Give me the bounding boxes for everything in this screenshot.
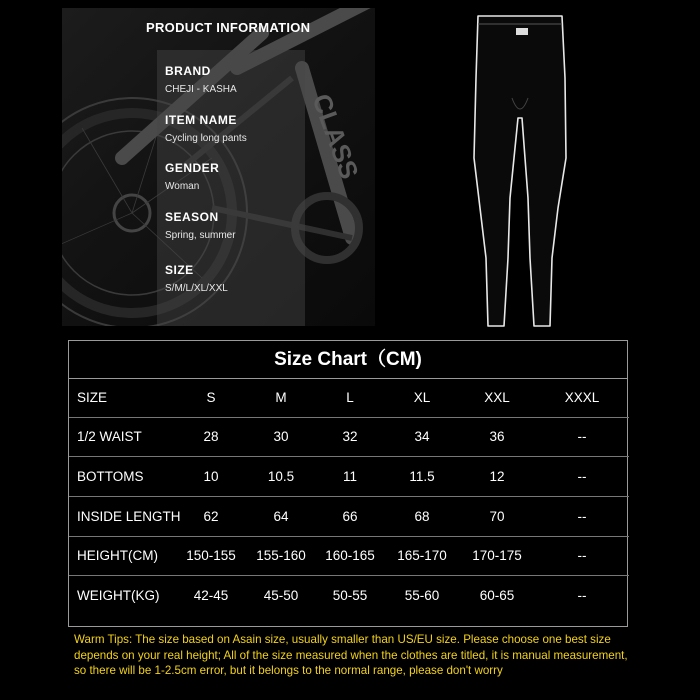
table-cell: 36: [459, 417, 535, 457]
gender-label: GENDER: [165, 161, 220, 175]
table-cell: 32: [315, 417, 385, 457]
table-cell: 150-155: [175, 536, 247, 576]
size-header-label: SIZE: [69, 379, 175, 417]
season-label: SEASON: [165, 210, 219, 224]
size-header-cell: M: [247, 379, 315, 417]
row-label: HEIGHT(CM): [69, 536, 175, 576]
warm-tips-text: Warm Tips: The size based on Asain size, usually smaller than US/EU size. Please choose one best size depends on your real height; All of the size measured when the clothes are titled, it is manual measurement, so there will be 1-2.5cm error, but it belongs to the normal range, please don't worry: [74, 633, 628, 678]
size-header-cell: XL: [385, 379, 459, 417]
size-label: SIZE: [165, 263, 194, 277]
table-cell: 11.5: [385, 457, 459, 497]
product-info-panel: [62, 8, 375, 326]
table-cell: 62: [175, 496, 247, 536]
table-cell: 160-165: [315, 536, 385, 576]
table-cell: 28: [175, 417, 247, 457]
table-cell: 64: [247, 496, 315, 536]
table-cell: 10.5: [247, 457, 315, 497]
bike-frame-lettering: CLASS: [306, 89, 365, 183]
brand-field: [165, 64, 237, 95]
table-row: [69, 457, 629, 497]
row-label: WEIGHT(KG): [77, 588, 160, 604]
table-cell: 155-160: [247, 536, 315, 576]
size-header-cell: L: [315, 379, 385, 417]
item-name-label: ITEM NAME: [165, 113, 237, 127]
size-header-cell: XXXL: [535, 379, 629, 417]
row-label: BOTTOMS: [69, 457, 175, 497]
table-row: [69, 496, 629, 536]
table-cell: 42-45: [193, 588, 229, 604]
table-cell: 55-60: [404, 588, 440, 604]
table-cell: --: [535, 457, 629, 497]
size-value: S/M/L/XL/XXL: [165, 283, 228, 294]
table-cell: 50-55: [332, 588, 368, 604]
table-cell: --: [535, 496, 629, 536]
table-cell: 170-175: [459, 536, 535, 576]
item-name-field: [165, 113, 247, 144]
table-cell: 66: [315, 496, 385, 536]
size-chart-title: Size Chart（CM): [69, 341, 627, 379]
item-name-value: Cycling long pants: [165, 133, 247, 144]
table-cell: --: [535, 417, 629, 457]
table-cell: 12: [459, 457, 535, 497]
gender-field: [165, 161, 219, 192]
table-cell: --: [535, 536, 629, 576]
table-cell: 70: [459, 496, 535, 536]
row-label: INSIDE LENGTH: [69, 496, 175, 536]
table-cell: 60-65: [479, 588, 515, 604]
size-table: [69, 379, 629, 615]
table-row: [69, 576, 629, 616]
size-field: [165, 263, 228, 294]
size-header-row: [69, 379, 629, 417]
row-label: 1/2 WAIST: [69, 417, 175, 457]
table-row: [69, 417, 629, 457]
season-value: Spring, summer: [165, 230, 236, 241]
brand-label: BRAND: [165, 64, 211, 78]
size-chart: [68, 340, 628, 627]
table-cell: 165-170: [385, 536, 459, 576]
table-cell: 34: [385, 417, 459, 457]
gender-value: Woman: [165, 181, 200, 192]
table-cell: 11: [315, 457, 385, 497]
table-cell: 68: [385, 496, 459, 536]
cycling-pants-image: [470, 8, 570, 330]
season-field: [165, 210, 236, 241]
table-cell: 10: [175, 457, 247, 497]
brand-value: CHEJI - KASHA: [165, 84, 237, 95]
table-cell: 30: [247, 417, 315, 457]
size-header-cell: S: [175, 379, 247, 417]
product-info-title: PRODUCT INFORMATION: [146, 20, 311, 35]
table-cell: --: [577, 588, 587, 604]
table-row: [69, 536, 629, 576]
size-header-cell: XXL: [459, 379, 535, 417]
table-cell: 45-50: [263, 588, 299, 604]
pants-tag: [516, 28, 528, 35]
